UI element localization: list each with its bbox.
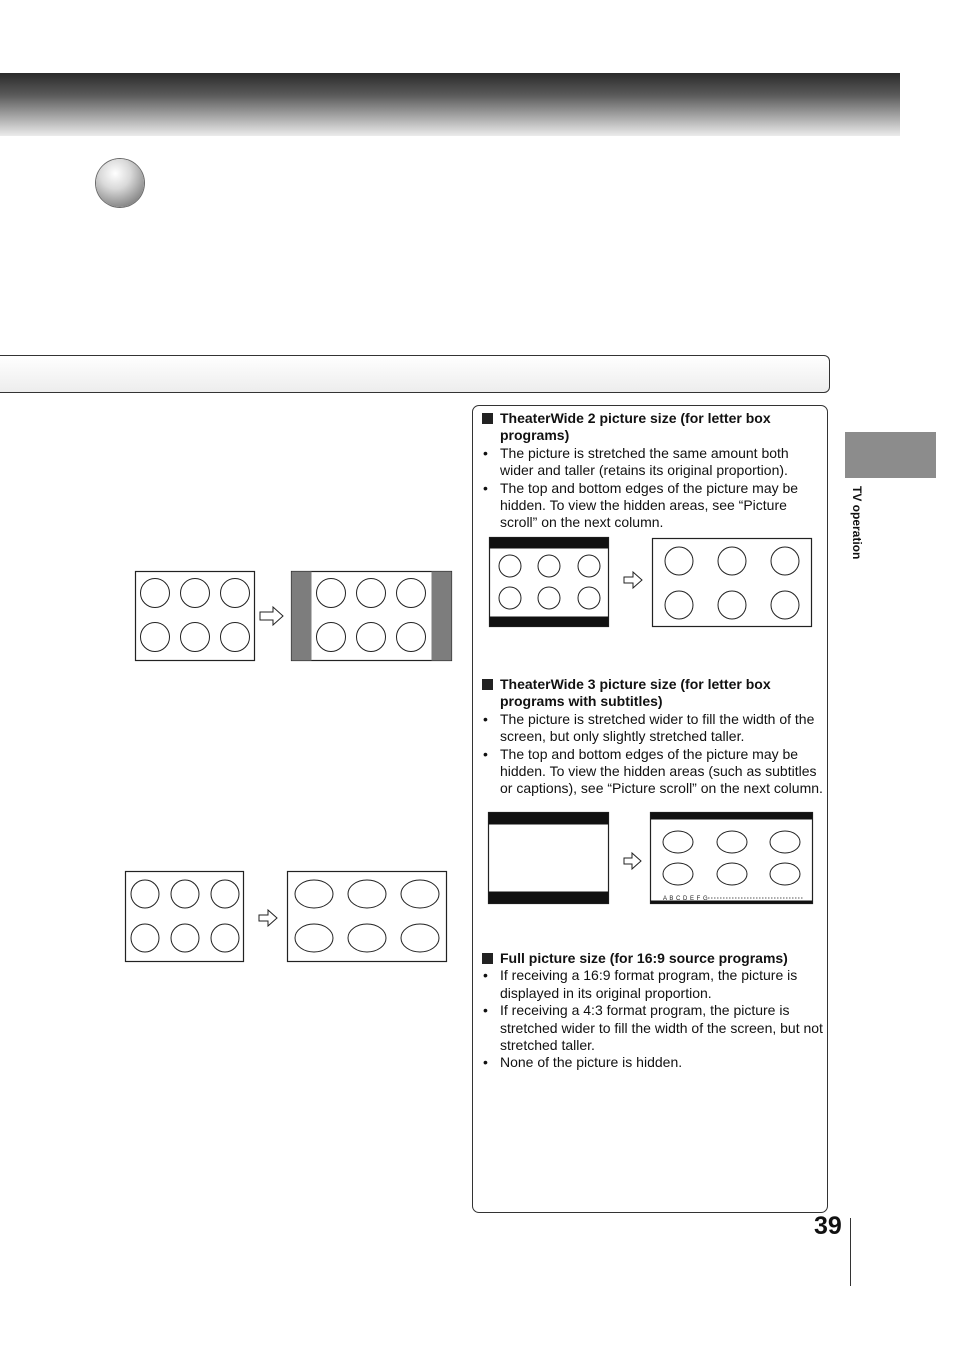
theaterwide2-diagram (488, 536, 816, 630)
page-number-rule (850, 1218, 851, 1286)
list-item: • The top and bottom edges of the picture may be hidden. To view the hidden areas (such as subtitles or captions), see “Picture scroll” on the next column. (480, 746, 826, 798)
theaterwide3-diagram (487, 811, 817, 907)
theaterwide3-section (480, 676, 826, 798)
section-heading: TheaterWide 3 picture size (for letter box programs with subtitles) (480, 676, 826, 711)
section-heading: Full picture size (for 16:9 source programs) (480, 950, 826, 967)
natural-size-diagram (134, 570, 454, 664)
list-item: • If receiving a 4:3 format program, the picture is stretched wider to fill the width of the screen, but not stretched taller. (480, 1002, 826, 1054)
source-43-picture (136, 572, 255, 661)
natural-result-picture (292, 572, 452, 661)
list-item: • The top and bottom edges of the picture may be hidden. To view the hidden areas, see “Picture scroll” on the next column. (480, 480, 826, 532)
theaterwide1-diagram (124, 870, 450, 965)
square-bullet-icon (482, 679, 493, 690)
subtitle-result-picture (651, 813, 813, 904)
zoomed-result-picture (653, 539, 812, 627)
source-43-picture (126, 872, 244, 962)
theaterwide2-section (480, 410, 826, 532)
chapter-side-label: TV operation (850, 486, 864, 560)
list-item: • None of the picture is hidden. (480, 1054, 826, 1071)
full-section (480, 950, 826, 1072)
arrow-right-icon (259, 910, 277, 926)
list-item: • The picture is stretched the same amount both wider and taller (retains its original proportion). (480, 445, 826, 480)
stretched-result-picture (288, 872, 447, 962)
arrow-right-icon (260, 607, 283, 625)
section-bullet-icon (96, 159, 144, 207)
list-item: • If receiving a 16:9 format program, the picture is displayed in its original proportion. (480, 967, 826, 1002)
letterbox-source-picture (489, 813, 609, 904)
page-number: 39 (814, 1212, 842, 1240)
arrow-right-icon (624, 572, 642, 588)
letterbox-source-picture (490, 538, 609, 627)
section-title-bar (0, 355, 830, 393)
chapter-side-tab (845, 432, 936, 478)
subtitle-text: A B C D E F G (663, 896, 709, 902)
list-item: • The picture is stretched wider to fill the width of the screen, but only slightly stretched taller. (480, 711, 826, 746)
square-bullet-icon (482, 413, 493, 424)
square-bullet-icon (482, 953, 493, 964)
chapter-header-band (0, 73, 900, 136)
arrow-right-icon (624, 853, 641, 869)
section-heading: TheaterWide 2 picture size (for letter box programs) (480, 410, 826, 445)
